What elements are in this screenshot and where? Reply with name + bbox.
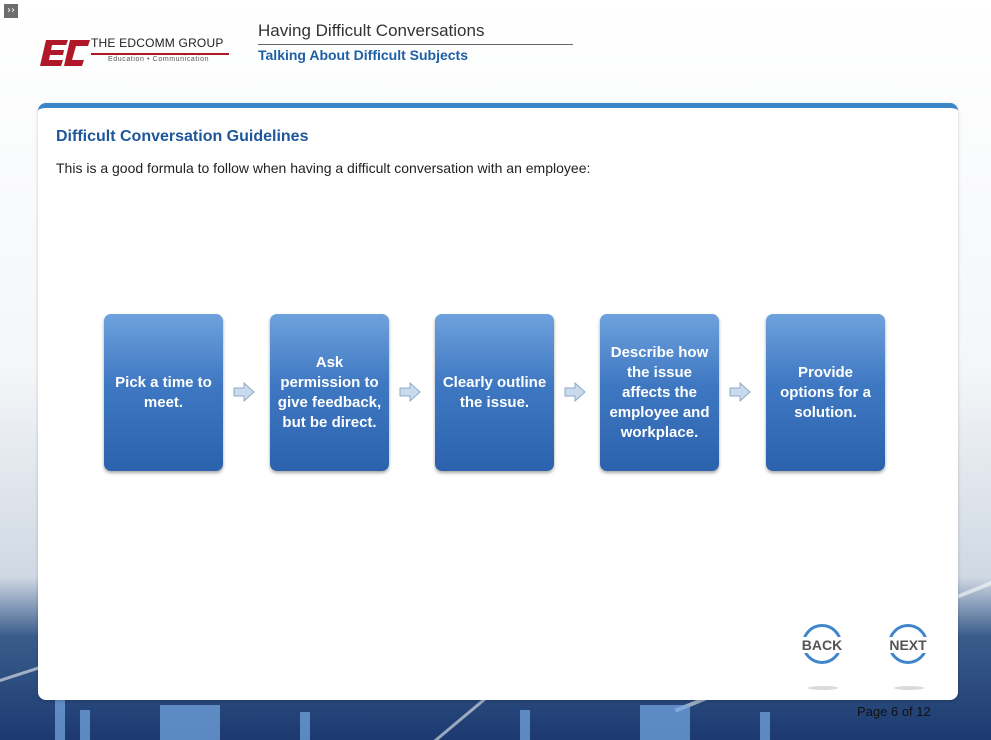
logo-name-text: THE EDCOMM GROUP	[91, 36, 224, 50]
course-subtitle: Talking About Difficult Subjects	[258, 47, 468, 63]
step-box-5: Provide options for a solution.	[766, 314, 885, 471]
right-arrow-icon	[729, 382, 751, 402]
back-button[interactable]	[802, 624, 848, 670]
logo-tagline: Education • Communication	[108, 56, 210, 63]
expand-sidebar-button[interactable]: ››	[4, 4, 18, 18]
page-indicator: Page 6 of 12	[857, 704, 931, 719]
right-arrow-icon	[564, 382, 586, 402]
section-heading: Difficult Conversation Guidelines	[56, 128, 309, 145]
step-box-4: Describe how the issue affects the employee and workplace.	[600, 314, 719, 471]
step-box-1: Pick a time to meet.	[104, 314, 223, 471]
right-arrow-icon	[233, 382, 255, 402]
next-button-label: NEXT	[882, 637, 934, 653]
title-divider	[258, 44, 573, 45]
step-box-3: Clearly outline the issue.	[435, 314, 554, 471]
back-button-label: BACK	[796, 637, 848, 653]
company-logo	[38, 36, 233, 68]
course-title: Having Difficult Conversations	[258, 21, 485, 40]
step-box-2: Ask permission to give feedback, but be direct.	[270, 314, 389, 471]
intro-text: This is a good formula to follow when having a difficult conversation with an employee:	[56, 160, 591, 176]
edcomm-logo-mark	[38, 38, 92, 68]
content-panel	[38, 103, 958, 700]
logo-divider	[91, 53, 229, 55]
next-button[interactable]	[888, 624, 934, 670]
right-arrow-icon	[399, 382, 421, 402]
